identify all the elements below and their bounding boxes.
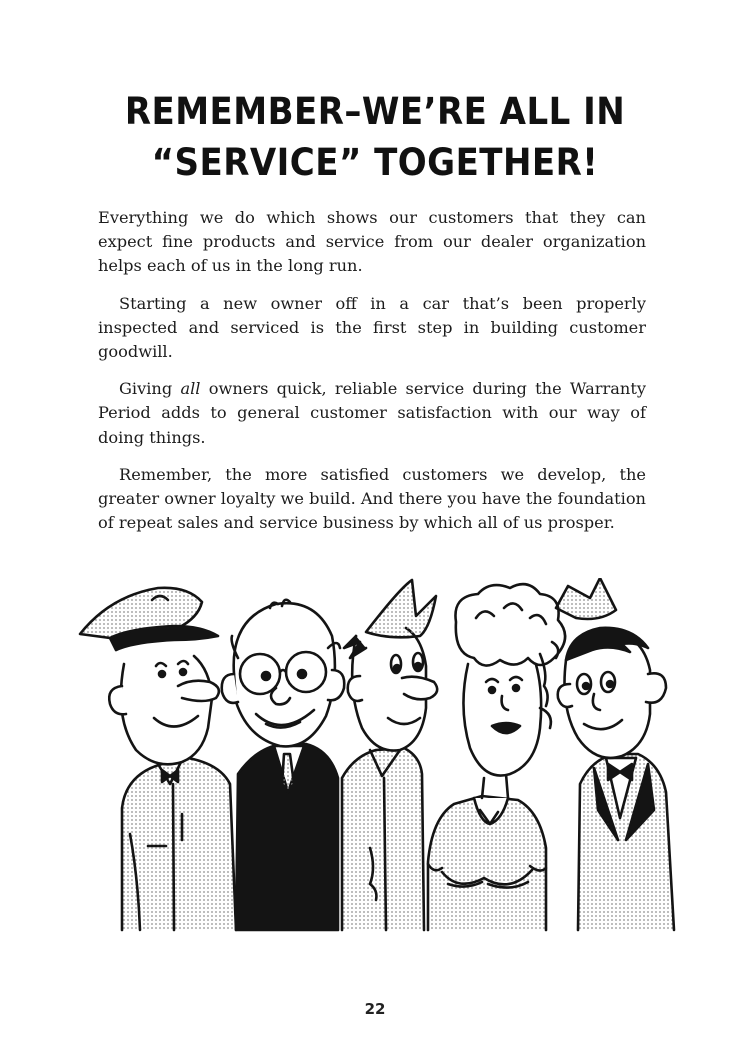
page-number: 22 (364, 1000, 386, 1018)
bald-manager-figure (222, 600, 345, 930)
attendant-figure (80, 588, 236, 930)
paragraph-2: Starting a new owner off in a car that’s been properly inspected and serviced is the first step in building customer goodwill. (98, 293, 646, 362)
paragraph-3-emphasis: all (180, 379, 201, 399)
paragraph-1: Everything we do which shows our customers that they can expect fine products and service from our dealer organization helps each of us in the long run. (98, 208, 646, 276)
paragraph-3-post: owners quick, reliable service during the Warranty Period adds to general customer satisfaction with our way of doing things. (98, 379, 646, 447)
paragraph-3-pre: Giving (119, 379, 181, 399)
mechanic-figure (342, 580, 437, 930)
paragraph-3 (98, 377, 646, 450)
headline-line-1: REMEMBER–WE’RE ALL IN (124, 90, 626, 133)
receptionist-figure (428, 584, 565, 930)
page-headline (30, 86, 720, 188)
paragraph-4: Remember, the more satisfied customers we develop, the greater owner loyalty we build. And there you have the foundation of repeat sales and service business by which all of us prosper. (98, 464, 646, 533)
headline-line-2: “SERVICE” TOGETHER! (151, 141, 599, 184)
salesman-figure (556, 578, 674, 930)
body-text (98, 206, 646, 548)
staff-cartoon-illustration (70, 578, 690, 938)
